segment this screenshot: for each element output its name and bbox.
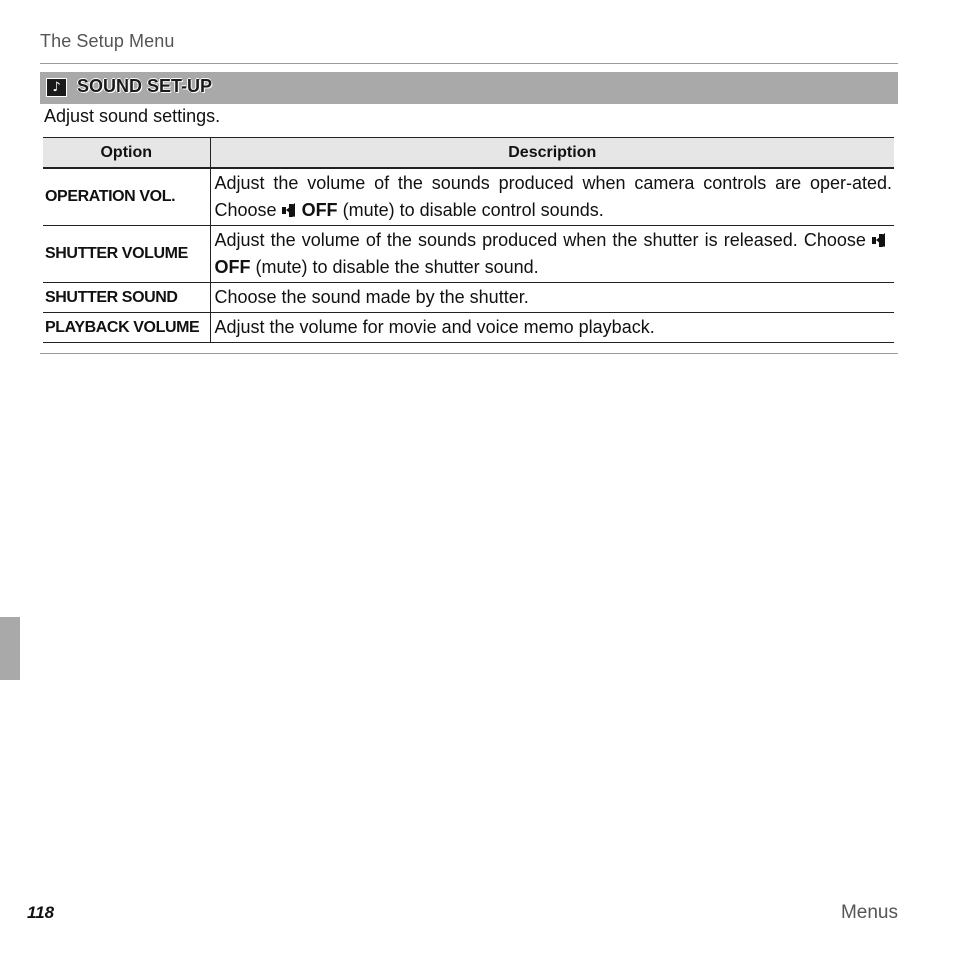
description-text: Adjust the volume of the sounds produced when camera controls are oper-ated. Choose [214,173,892,220]
description-text: Adjust the volume of the sounds produced when the shutter is released. Choose [214,230,866,250]
option-name: PLAYBACK VOLUME [43,313,210,343]
off-label: OFF [214,257,251,277]
option-description: Choose the sound made by the shutter. [210,283,894,313]
option-name: SHUTTER VOLUME [43,226,210,283]
description-text: (mute) to disable control sounds. [342,200,604,220]
chapter-thumb-tab [0,617,20,680]
footer-section-name: Menus [840,902,898,923]
option-description [210,168,894,226]
running-header: The Setup Menu [40,31,175,51]
option-column-header: Option [43,138,210,169]
section-title: SOUND SET-UP [77,76,213,96]
option-description [210,226,894,283]
description-text: (mute) to disable the shutter sound. [255,257,539,277]
header-divider [40,63,898,64]
table-header-row [43,138,894,169]
option-name: OPERATION VOL. [43,168,210,226]
speaker-mute-icon [282,203,297,217]
section-intro: Adjust sound settings. [44,106,221,126]
option-description: Adjust the volume for movie and voice memo playback. [210,313,894,343]
speaker-mute-icon [872,233,887,247]
table-row [43,168,894,226]
table-row [43,283,894,313]
music-note-icon: ♪ [46,78,67,97]
section-end-divider [40,353,898,354]
section-heading-bar [40,72,898,104]
description-column-header: Description [210,138,894,169]
options-table [43,137,894,343]
table-row [43,313,894,343]
option-name: SHUTTER SOUND [43,283,210,313]
table-row [43,226,894,283]
page-number: 118 [27,903,55,922]
off-label: OFF [301,200,338,220]
